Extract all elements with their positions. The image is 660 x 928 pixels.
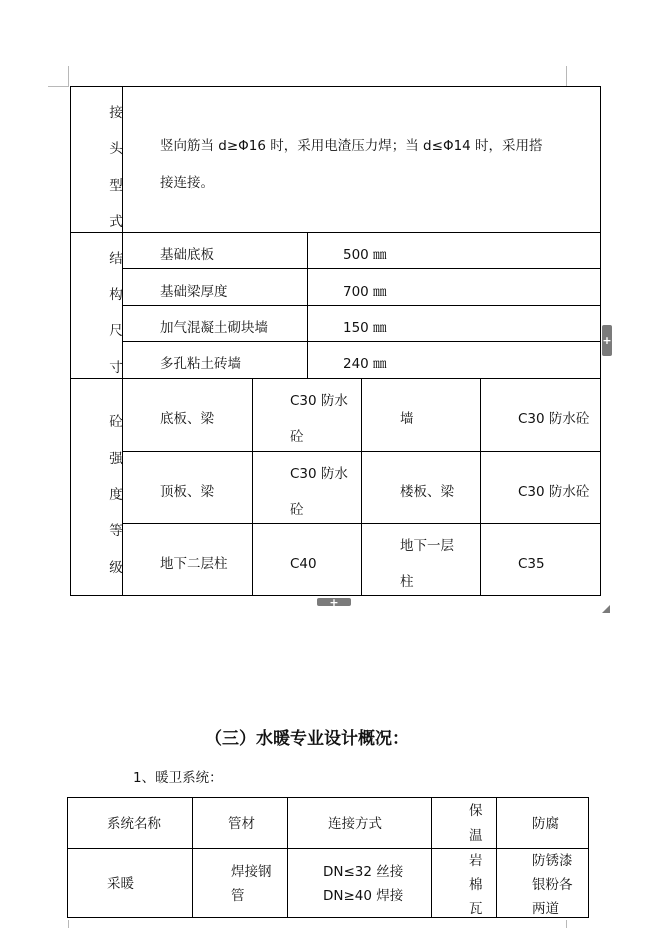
concrete-grade: C30 防水 (290, 393, 348, 409)
structure-item: 加气混凝土砌块墙 (160, 320, 268, 336)
concrete-grade: C40 (290, 556, 317, 572)
concrete-item: 地下二层柱 (160, 556, 228, 572)
structure-value: 700 ㎜ (343, 284, 387, 300)
cell-pipe: 焊接钢 (231, 864, 272, 880)
cell-insulation: 岩 (469, 853, 483, 869)
header-pipe: 管材 (228, 816, 255, 832)
structure-value: 500 ㎜ (343, 247, 387, 263)
concrete-label-char: 强 (109, 451, 123, 467)
header-system-name: 系统名称 (107, 816, 161, 832)
cell-connection: DN≤32 丝接 (323, 864, 404, 880)
joint-label-char: 接 (109, 105, 123, 121)
header-connection: 连接方式 (328, 816, 382, 832)
concrete-grade: C30 防水砼 (518, 411, 590, 427)
concrete-label-char: 级 (109, 560, 123, 576)
concrete-grade: C35 (518, 556, 545, 572)
joint-text-line1: 竖向筋当 d≥Φ16 时，采用电渣压力焊；当 d≤Φ14 时，采用搭 (160, 138, 543, 154)
structure-label-char: 构 (109, 287, 123, 303)
subsection-title: 1、暖卫系统： (133, 770, 223, 786)
structure-item: 多孔粘土砖墙 (160, 356, 241, 372)
cell-anticorrosion: 银粉各 (532, 877, 573, 893)
header-anticorrosion: 防腐 (532, 816, 559, 832)
structure-item: 基础底板 (160, 247, 214, 263)
cell-pipe: 管 (231, 888, 245, 904)
joint-label-char: 型 (109, 178, 123, 194)
concrete-grade: C30 防水 (290, 466, 348, 482)
concrete-grade: 砼 (290, 429, 304, 445)
add-column-button[interactable]: + (602, 325, 612, 356)
concrete-item: 地下一层 (400, 538, 454, 554)
section-heading: （三）水暖专业设计概况： (205, 729, 409, 749)
cell-connection: DN≥40 焊接 (323, 888, 404, 904)
structure-item: 基础梁厚度 (160, 284, 228, 300)
structure-value: 150 ㎜ (343, 320, 387, 336)
header-insulation: 温 (469, 828, 483, 844)
structure-value: 240 ㎜ (343, 356, 387, 372)
concrete-item: 顶板、梁 (160, 484, 214, 500)
concrete-item: 楼板、梁 (400, 484, 454, 500)
concrete-label-char: 砼 (109, 414, 123, 430)
concrete-item: 底板、梁 (160, 411, 214, 427)
concrete-label-char: 度 (109, 487, 123, 503)
concrete-grade: 砼 (290, 502, 304, 518)
concrete-item: 柱 (400, 574, 414, 590)
structure-label-char: 尺 (109, 323, 123, 339)
joint-label-char: 式 (109, 214, 123, 230)
header-insulation: 保 (469, 803, 483, 819)
structure-label-char: 结 (109, 251, 123, 267)
cell-anticorrosion: 两道 (532, 901, 559, 917)
cell-insulation: 瓦 (469, 901, 483, 917)
concrete-item: 墙 (400, 411, 414, 427)
joint-text-line2: 接连接。 (160, 175, 214, 191)
cell-system-name: 采暖 (107, 876, 134, 892)
cell-anticorrosion: 防锈漆 (532, 853, 573, 869)
add-row-button[interactable]: + (317, 598, 351, 606)
concrete-grade: C30 防水砼 (518, 484, 590, 500)
joint-label-char: 头 (109, 141, 123, 157)
structure-label-char: 寸 (109, 360, 123, 376)
concrete-label-char: 等 (109, 523, 123, 539)
cell-insulation: 棉 (469, 877, 483, 893)
